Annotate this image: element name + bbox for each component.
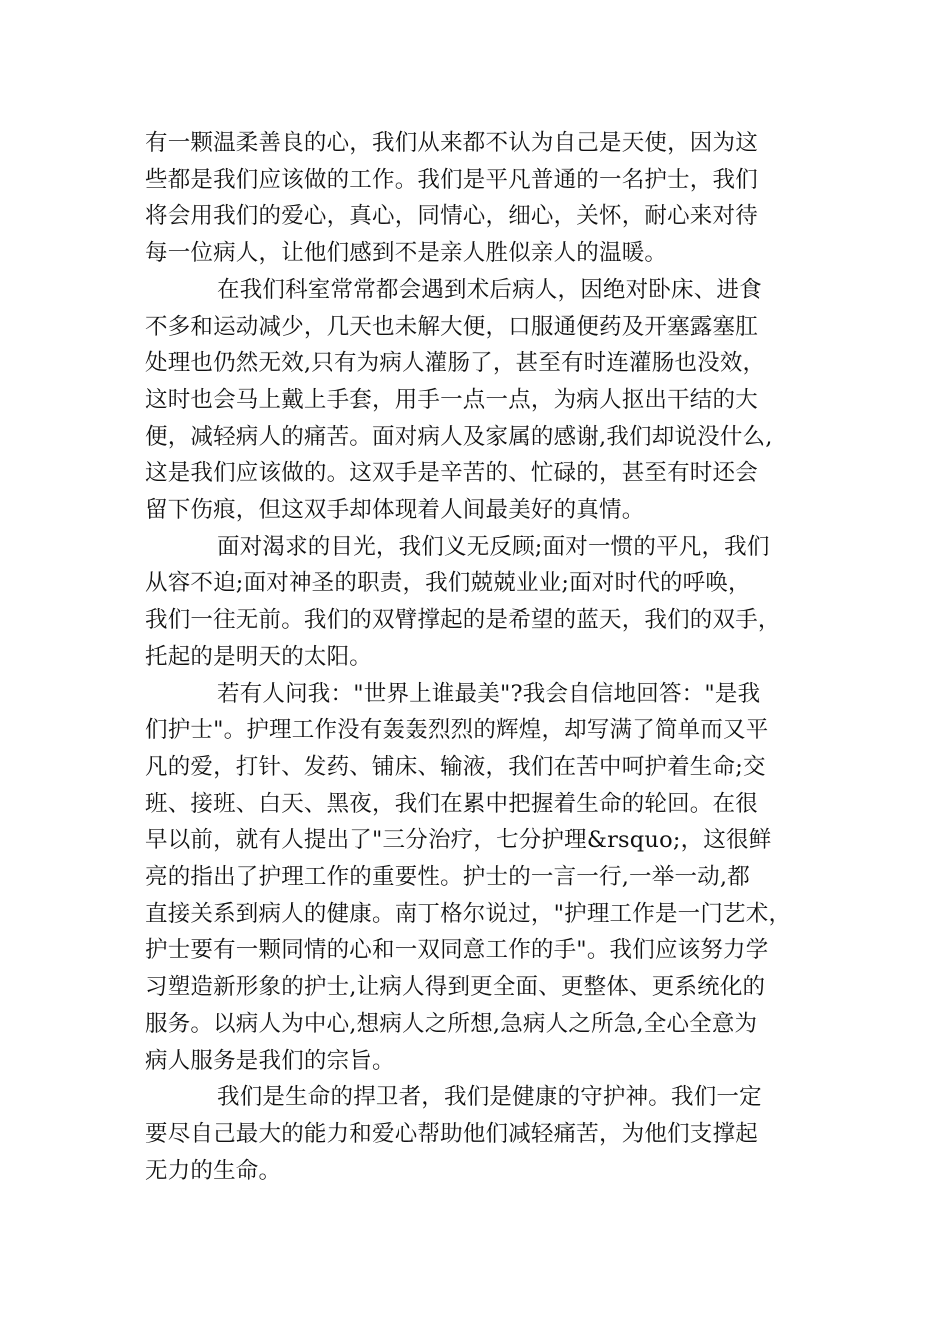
text-line: 有一颗温柔善良的心，我们从来都不认为自己是天使，因为这 <box>145 130 758 156</box>
text-line: 从容不迫;面对神圣的职责，我们兢兢业业;面对时代的呼唤， <box>145 570 751 597</box>
text-line: 不多和运动减少，几天也未解大便，口服通便药及开塞露塞肛 <box>145 313 758 340</box>
text-line: 无力的生命。 <box>145 1157 282 1184</box>
text-line: 凡的爱，打针、发药、铺床、输液，我们在苦中呵护着生命;交 <box>145 753 766 780</box>
text-line: 病人服务是我们的宗旨。 <box>145 1047 395 1074</box>
paragraph-3 <box>145 529 820 676</box>
document-body <box>145 125 820 1189</box>
paragraph-5 <box>145 1079 820 1189</box>
text-line: 直接关系到病人的健康。南丁格尔说过，"护理工作是一门艺术， <box>145 900 792 927</box>
text-line: 面对渴求的目光，我们义无反顾;面对一惯的平凡，我们 <box>217 533 770 560</box>
paragraph-4 <box>145 676 820 1080</box>
text-line: 将会用我们的爱心，真心，同情心，细心，关怀，耐心来对待 <box>145 203 758 230</box>
text-line: 们护士"。护理工作没有轰轰烈烈的辉煌，却写满了简单而又平 <box>145 717 769 744</box>
paragraph-1 <box>145 125 820 272</box>
text-line: 若有人问我："世界上谁最美"?我会自信地回答："是我 <box>217 680 761 707</box>
text-line: 这是我们应该做的。这双手是辛苦的、忙碌的，甚至有时还会 <box>145 460 758 487</box>
text-line: 我们一往无前。我们的双臂撑起的是希望的蓝天，我们的双手， <box>145 607 781 634</box>
text-line: 些都是我们应该做的工作。我们是平凡普通的一名护士，我们 <box>145 166 758 193</box>
text-line: 在我们科室常常都会遇到术后病人，因绝对卧床、进食 <box>217 276 762 303</box>
text-line: 处理也仍然无效,只有为病人灌肠了，甚至有时连灌肠也没效， <box>145 350 766 377</box>
text-line: 要尽自己最大的能力和爱心帮助他们减轻痛苦，为他们支撑起 <box>145 1120 758 1147</box>
text-line: 便，减轻病人的痛苦。面对病人及家属的感谢,我们却说没什么, <box>145 423 773 450</box>
text-line: 每一位病人，让他们感到不是亲人胜似亲人的温暖。 <box>145 240 668 267</box>
paragraph-2 <box>145 272 820 529</box>
text-line: 留下伤痕，但这双手却体现着人间最美好的真情。 <box>145 497 645 524</box>
text-line: 服务。以病人为中心,想病人之所想,急病人之所急,全心全意为 <box>145 1010 758 1037</box>
text-line: 这时也会马上戴上手套，用手一点一点，为病人抠出干结的大 <box>145 386 758 413</box>
text-line: 我们是生命的捍卫者，我们是健康的守护神。我们一定 <box>217 1084 762 1111</box>
text-line: 班、接班、白天、黑夜，我们在累中把握着生命的轮回。在很 <box>145 790 758 817</box>
text-line: 护士要有一颗同情的心和一双同意工作的手"。我们应该努力学 <box>145 937 769 964</box>
text-line: 习塑造新形象的护士,让病人得到更全面、更整体、更系统化的 <box>145 974 766 1001</box>
text-line: 早以前，就有人提出了"三分治疗，七分护理&rsquo;，这很鲜 <box>145 827 772 854</box>
text-line: 托起的是明天的太阳。 <box>145 643 373 670</box>
text-line: 亮的指出了护理工作的重要性。护士的一言一行,一举一动,都 <box>145 864 750 891</box>
